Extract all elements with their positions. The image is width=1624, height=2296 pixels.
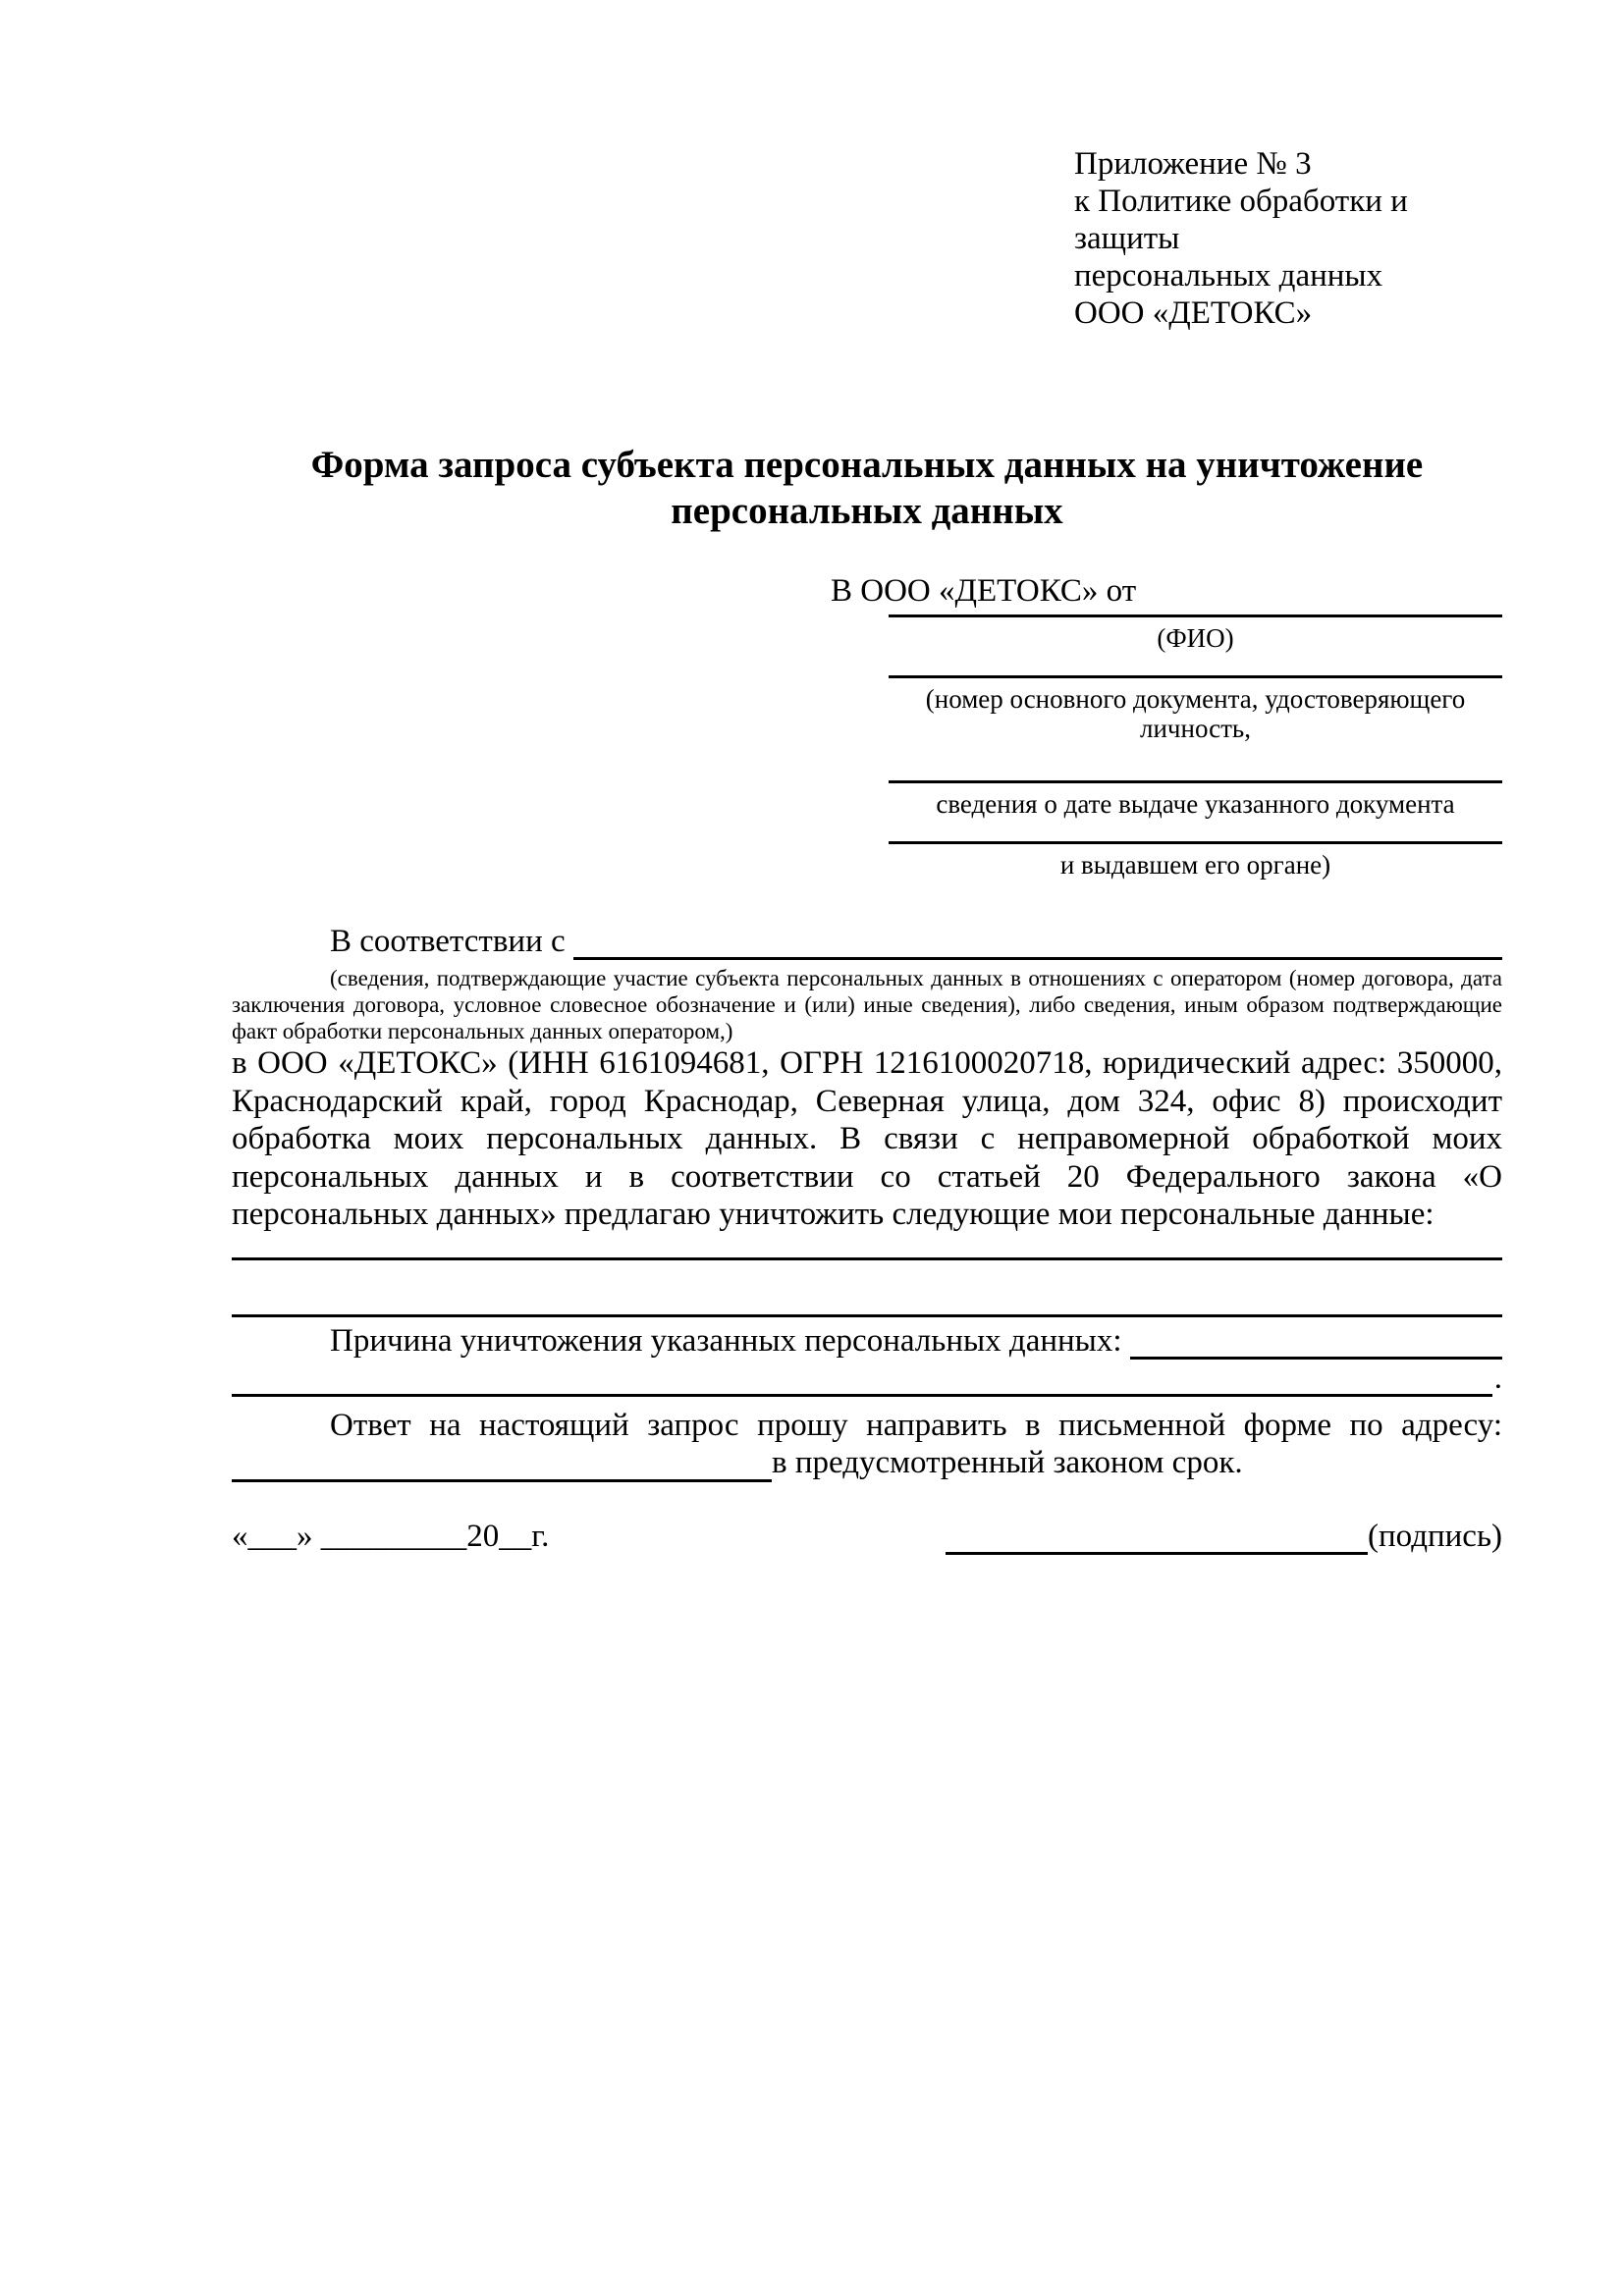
blank-address-line	[232, 1479, 772, 1482]
accordance-label: В соответствии с	[330, 924, 566, 959]
blank-field-line-issue-date	[889, 780, 1502, 783]
addressee-fields	[889, 614, 1502, 880]
reason-row	[232, 1322, 1502, 1360]
addressee-line: В ООО «ДЕТОКС» от	[831, 573, 1137, 609]
appendix-header-line: к Политике обработки и защиты	[1074, 184, 1408, 256]
blank-reason-continuation-line	[232, 1394, 1492, 1397]
blank-field-line-document-number	[889, 675, 1502, 678]
answer-tail: в предусмотренный законом срок.	[772, 1445, 1243, 1480]
page-title: Форма запроса субъекта персональных данных на уничтожение персональных данных	[310, 444, 1424, 532]
line-terminator: .	[1493, 1360, 1502, 1396]
field-caption-document-number: (номер основного документа, удостоверяющего личность,	[925, 684, 1466, 743]
blank-field-line-fio	[889, 614, 1502, 617]
appendix-header-line: персональных данных	[1074, 258, 1383, 294]
blank-accordance-line	[573, 957, 1502, 960]
blank-field-line-issuing-authority	[889, 841, 1502, 844]
field-caption-issuing-authority: и выдавшем его органе)	[1059, 850, 1331, 880]
blank-signature-line	[946, 1552, 1368, 1555]
field-caption-fio: (ФИО)	[1157, 623, 1234, 653]
reason-label: Причина уничтожения указанных персональных данных:	[330, 1322, 1122, 1359]
footer-row	[232, 1518, 1502, 1555]
signature-block	[946, 1518, 1502, 1555]
reason-continuation-row	[232, 1360, 1502, 1397]
main-paragraph: в ООО «ДЕТОКС» (ИНН 6161094681, ОГРН 1216100020718, юридический адрес: 350000, Краснодарский край, город Краснодар, Северная улица, дом 324, офис 8) происходит обработка моих персональных данных. В связи с неправомерной обработкой моих персональных данных и в соответствии со статьей 20 Федерального закона «О персональных данных» предлагаю уничтожить следующие мои персональные данные:	[232, 1045, 1502, 1232]
date-placeholder: «___» _________20__г.	[232, 1518, 550, 1554]
appendix-header	[1074, 145, 1502, 332]
blank-data-line	[232, 1257, 1502, 1260]
answer-paragraph: Ответ на настоящий запрос прошу направить в письменной форме по адресу:	[330, 1407, 1502, 1443]
field-caption-issue-date: сведения о дате выдаче указанного документа	[936, 789, 1455, 819]
appendix-header-line: ООО «ДЕТОКС»	[1074, 295, 1313, 331]
blank-data-line	[232, 1314, 1502, 1317]
signature-caption: (подпись)	[1368, 1518, 1502, 1554]
appendix-header-line: Приложение № 3	[1074, 146, 1312, 182]
blank-reason-line	[1130, 1357, 1502, 1360]
accordance-footnote: (сведения, подтверждающие участие субъекта персональных данных в отношениях с оператором (номер договора, дата заключения договора, условное словесное обозначение и (или) иные сведения), либо сведения, иным образом подтверждающие факт обработки персональных данных оператором,)	[232, 966, 1502, 1043]
accordance-row	[232, 923, 1502, 960]
answer-address-row	[232, 1444, 1502, 1482]
